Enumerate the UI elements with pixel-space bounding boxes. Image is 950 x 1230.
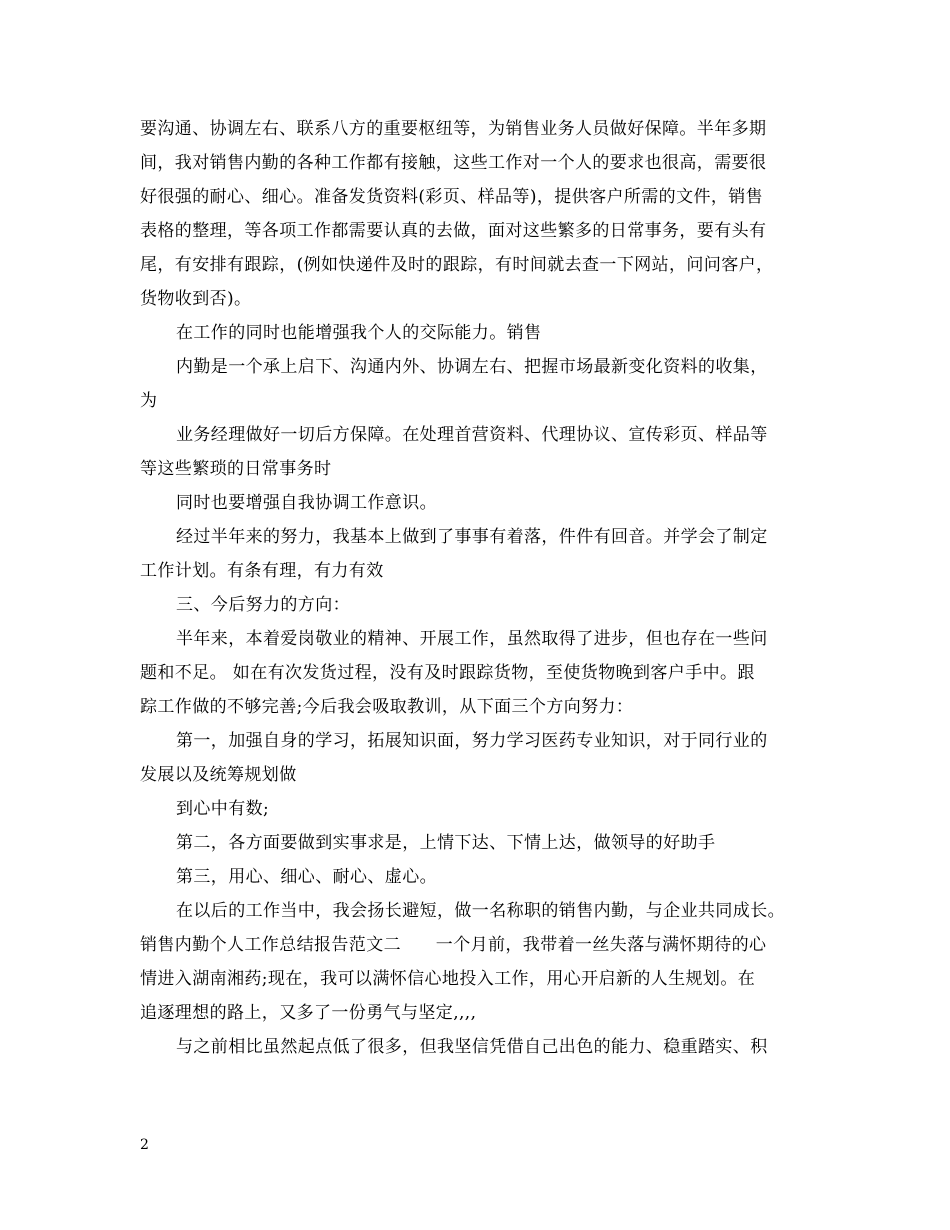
text-line: 第一，加强自身的学习，拓展知识面，努力学习医药专业知识，对于同行业的 [176, 731, 768, 751]
body-text [140, 112, 820, 1064]
text-line: 货物收到否)。 [140, 289, 252, 309]
text-line: 情进入湖南湘药;现在，我可以满怀信心地投入工作，用心开启新的人生规划。在 [140, 969, 756, 989]
text-line: 到心中有数; [176, 799, 270, 819]
text-line: 等这些繁琐的日常事务时 [140, 459, 332, 479]
text-line: 为 [140, 391, 158, 411]
text-line: 好很强的耐心、细心。准备发货资料(彩页、样品等)，提供客户所需的文件，销售 [140, 187, 764, 207]
text-line: 尾，有安排有跟踪，(例如快递件及时的跟踪，有时间就去查一下网站，问问客户， [140, 255, 774, 275]
text-line: 间，我对销售内勤的各种工作都有接触，这些工作对一个人的要求也很高，需要很 [140, 153, 767, 173]
text-line: 同时也要增强自我协调工作意识。 [176, 493, 437, 513]
text-line: 半年来，本着爱岗敬业的精神、开展工作，虽然取得了进步，但也存在一些问 [176, 629, 768, 649]
text-line: 工作计划。有条有理，有力有效 [140, 561, 384, 581]
text-line: 经过半年来的努力，我基本上做到了事事有着落，件件有回音。并学会了制定 [176, 527, 768, 547]
text-line: 踪工作做的不够完善;今后我会吸取教训，从下面三个方向努力： [140, 697, 634, 717]
text-line: 在工作的同时也能增强我个人的交际能力。销售 [176, 323, 542, 343]
page-number: 2 [140, 1137, 149, 1153]
text-line: 要沟通、协调左右、联系八方的重要枢纽等，为销售业务人员做好保障。半年多期 [140, 119, 767, 139]
text-line: 追逐理想的路上，又多了一份勇气与坚定,,,, [140, 1003, 477, 1023]
text-line: 第二，各方面要做到实事求是，上情下达、下情上达，做领导的好助手 [176, 833, 716, 853]
text-line: 第三，用心、细心、耐心、虚心。 [176, 867, 437, 887]
text-line: 内勤是一个承上启下、沟通内外、协调左右、把握市场最新变化资料的收集， [176, 357, 768, 377]
text-line: 与之前相比虽然起点低了很多，但我坚信凭借自己出色的能力、稳重踏实、积 [176, 1037, 768, 1057]
text-line: 业务经理做好一切后方保障。在处理首营资料、代理协议、宣传彩页、样品等 [176, 425, 768, 445]
text-line: 题和不足。 如在有次发货过程，没有及时跟踪货物，至使货物晚到客户手中。跟 [140, 663, 755, 683]
text-line: 三、今后努力的方向： [176, 595, 350, 615]
text-line: 表格的整理，等各项工作都需要认真的去做，面对这些繁多的日常事务，要有头有 [140, 221, 767, 241]
text-line: 在以后的工作当中，我会扬长避短，做一名称职的销售内勤，与企业共同成长。 [176, 901, 785, 921]
text-line: 销售内勤个人工作总结报告范文二 一个月前，我带着一丝失落与满怀期待的心 [140, 935, 767, 955]
text-line: 发展以及统筹规划做 [140, 765, 297, 785]
